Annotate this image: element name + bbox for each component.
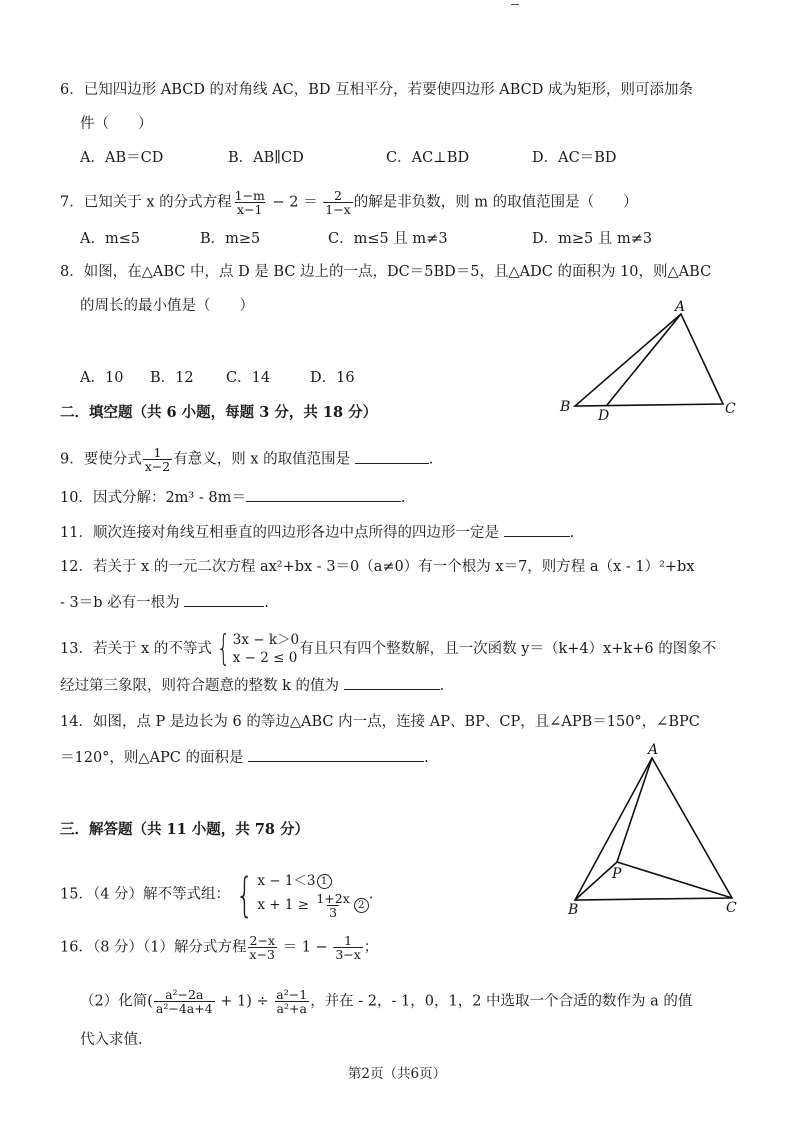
triangle-abc xyxy=(575,314,723,406)
segment-ad xyxy=(607,314,681,405)
q6-option-a: A．AB＝CD xyxy=(80,150,164,166)
q11-text: 11．顺次连接对角线互相垂直的四边形各边中点所得的四边形一定是 xyxy=(60,525,499,541)
page-footer: 第2页（共6页） xyxy=(347,1066,447,1082)
q8-option-b: B．12 xyxy=(150,370,194,386)
q7-option-c: C．m≤5 且 m≠3 xyxy=(328,231,448,247)
label-c: C xyxy=(725,401,736,417)
circled-number-2: 2 xyxy=(354,898,369,913)
q15-stem: 15．（4 分）解不等式组： { x − 1＜3 1 x + 1 ≥ $\frac{1+2x}{3}$ 2 . xyxy=(60,867,374,922)
q6-option-b: B．AB∥CD xyxy=(228,150,304,166)
q8-stem-line1: 8．如图，在△ABC 中，点 D 是 BC 边上的一点，DC＝5BD＝5，且△ADC 的面积为 10，则△ABC xyxy=(60,264,712,280)
q7-option-b: B．m≥5 xyxy=(200,231,261,247)
q16-fraction-3: $\frac{\text{a²−2a}}{\text{a²−4a+4}}$ xyxy=(155,987,213,1016)
q14-stem-line1: 14．如图，点 P 是边长为 6 的等边△ABC 内一点，连接 AP、BP、CP，且∠APB＝150°，∠BPC xyxy=(60,714,700,730)
q7-option-d: D．m≥5 且 m≠3 xyxy=(532,231,653,247)
q16-fraction-1: $\frac{2-x}{x-3}$ xyxy=(249,933,275,962)
q14-triangle-figure xyxy=(560,738,750,920)
q13-stem-line2: 经过第三象限，则符合题意的整数 k 的值为 . xyxy=(60,675,444,696)
q8-option-d: D．16 xyxy=(310,370,355,386)
q7-prefix: 7．已知关于 x 的分式方程 xyxy=(60,194,232,211)
q8-triangle-figure xyxy=(555,296,745,426)
label-a: A xyxy=(675,299,686,315)
q16-fraction-2: $\frac{1}{3-x}$ xyxy=(335,933,361,962)
q8-option-a: A．10 xyxy=(80,370,124,386)
q6-stem-line2: 件（ ） xyxy=(80,116,153,132)
q9-answer-blank[interactable] xyxy=(355,449,429,464)
q10-stem: 10．因式分解：2m³ - 8m＝ . xyxy=(60,487,405,508)
q16-fraction-4: $\frac{\text{a²−1}}{\text{a²+a}}$ xyxy=(276,987,308,1016)
q16-part2-line2: 代入求值. xyxy=(80,1032,143,1048)
q7-suffix: 的解是非负数，则 m 的取值范围是（ ） xyxy=(353,194,638,211)
q13-inequality-system: { 3x − k＞0 x − 2 ≤ 0 xyxy=(216,628,300,669)
q12-stem-line1: 12．若关于 x 的一元二次方程 ax²+bx - 3＝0（a≠0）有一个根为 x＝7，则方程 a（x - 1）²+bx xyxy=(60,559,695,575)
q12-stem-line2: - 3＝b 必有一根为 . xyxy=(60,592,269,613)
label-a: A xyxy=(648,742,659,758)
label-d: D xyxy=(598,408,610,424)
q6-option-d: D．AC＝BD xyxy=(532,150,617,166)
q13-stem-line1: 13．若关于 x 的不等式 { 3x − k＞0 x − 2 ≤ 0 有且只有四个整数解，且一次函数 y＝（k+4）x+k+6 的图象不 xyxy=(60,628,717,669)
q7-fraction-2: $\frac{2}{1-x}$ xyxy=(325,188,351,217)
q9-suffix: 有意义，则 x 的取值范围是 xyxy=(173,451,351,468)
q14-answer-blank[interactable] xyxy=(248,747,424,762)
q9-stem: 9．要使分式 $\frac{1}{x-2}$ 有意义，则 x 的取值范围是 . xyxy=(60,445,434,474)
q7-fraction-1: $\frac{1-m}{x-1}$ xyxy=(234,188,265,217)
q16-part1: 16．（8 分）（1）解分式方程 $\frac{2-x}{x-3}$ ＝ 1 − $\frac{1}{3-x}$ ； xyxy=(60,933,379,962)
q12-answer-blank[interactable] xyxy=(184,592,264,607)
label-b: B xyxy=(568,902,579,918)
q10-text: 10．因式分解：2m³ - 8m＝ xyxy=(60,490,246,506)
q6-stem-line1: 6．已知四边形 ABCD 的对角线 AC，BD 互相平分，若要使四边形 ABCD 成为矩形，则可添加条 xyxy=(60,82,693,98)
q11-stem: 11．顺次连接对角线互相垂直的四边形各边中点所得的四边形一定是 . xyxy=(60,522,574,543)
q7-stem xyxy=(60,189,638,216)
section-2-heading: 二．填空题（共 6 小题，每题 3 分，共 18 分） xyxy=(60,404,378,421)
q7-option-a: A．m≤5 xyxy=(80,231,141,247)
q7-mid: − 2 ＝ xyxy=(267,194,323,211)
q9-fraction: $\frac{1}{x-2}$ xyxy=(144,445,171,474)
q8-option-c: C．14 xyxy=(226,370,271,386)
label-b: B xyxy=(560,399,571,415)
circled-number-1: 1 xyxy=(317,874,332,889)
q13-answer-blank[interactable] xyxy=(344,675,440,690)
q14-stem-line2: ＝120°，则△APC 的面积是 . xyxy=(60,747,429,768)
section-3-heading: 三．解答题（共 11 小题，共 78 分） xyxy=(60,821,310,838)
segment-bp xyxy=(575,862,617,900)
label-p: P xyxy=(612,866,622,882)
q8-stem-line2: 的周长的最小值是（ ） xyxy=(80,298,254,314)
q16-part2-line1: （2）化简( $\frac{\text{a²−2a}}{\text{a²−4a+4}}$ + 1) ÷ $\frac{\text{a²−1}}{\text{a²+a}}$ ，并在 - 2，- 1，0，1，2 中选取一个合适的数作为 a 的值 xyxy=(80,987,693,1016)
q15-inequality-system: { x − 1＜3 1 x + 1 ≥ $\frac{1+2x}{3}$ 2 xyxy=(230,870,369,919)
segment-ap xyxy=(617,758,652,862)
q6-option-c: C．AC⊥BD xyxy=(386,150,470,166)
q9-prefix: 9．要使分式 xyxy=(60,451,142,468)
scan-mark xyxy=(511,4,519,5)
q10-answer-blank[interactable] xyxy=(246,487,401,502)
label-c: C xyxy=(726,900,737,916)
q11-answer-blank[interactable] xyxy=(504,522,570,537)
